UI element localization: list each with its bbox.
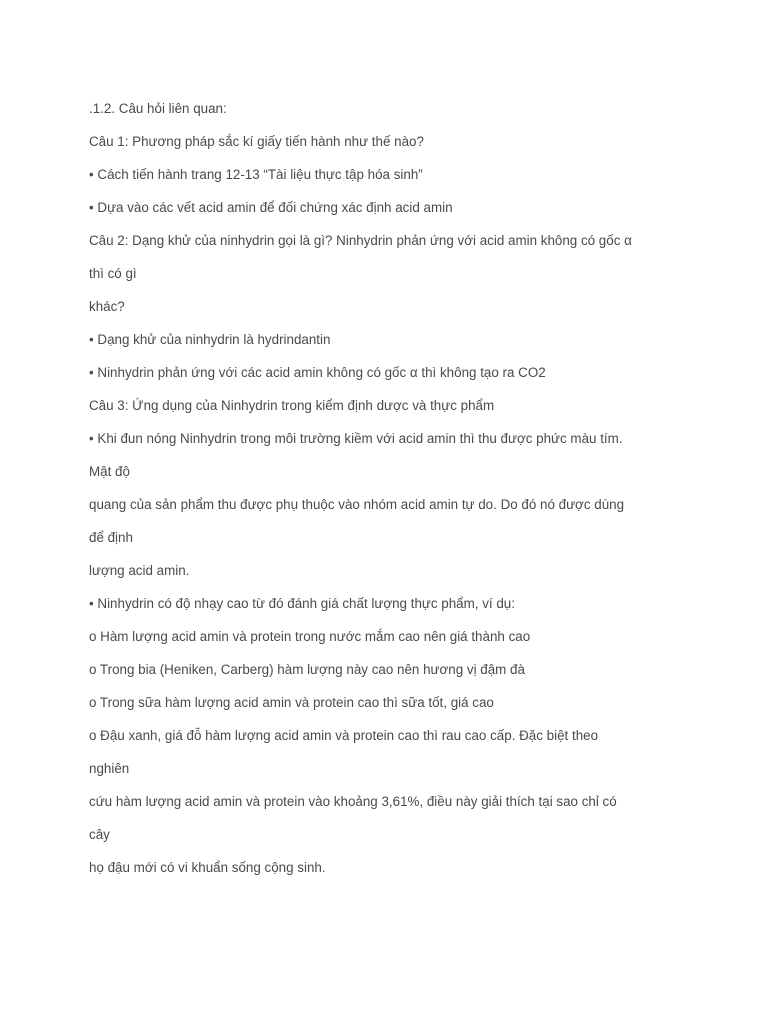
document-body [89,92,749,884]
bullet-answer: • Dựa vào các vết acid amin để đối chứng xác định acid amin [89,200,453,215]
text-line: cây [89,827,110,842]
bullet-answer: • Ninhydrin có độ nhạy cao từ đó đánh giá chất lượng thực phẩm, ví dụ: [89,596,515,611]
sub-item: o Trong sữa hàm lượng acid amin và protein cao thì sữa tốt, giá cao [89,695,494,710]
text-line: họ đậu mới có vi khuẩn sống cộng sinh. [89,860,326,875]
bullet-answer: • Ninhydrin phản ứng với các acid amin không có gốc α thì không tạo ra CO2 [89,365,546,380]
text-line: khác? [89,299,125,314]
question-2: Câu 2: Dạng khử của ninhydrin gọi là gì? Ninhydrin phản ứng với acid amin không có gốc α [89,233,632,248]
sub-item: o Hàm lượng acid amin và protein trong nước mắm cao nên giá thành cao [89,629,531,644]
section-heading: .1.2. Câu hỏi liên quan: [89,101,227,116]
text-line: Mật độ [89,464,130,479]
question-1: Câu 1: Phương pháp sắc kí giấy tiến hành như thế nào? [89,134,424,149]
sub-item: o Đậu xanh, giá đỗ hàm lượng acid amin và protein cao thì rau cao cấp. Đặc biệt theo [89,728,599,743]
bullet-answer: • Khi đun nóng Ninhydrin trong môi trường kiềm với acid amin thì thu được phức màu tím. [89,431,623,446]
bullet-answer: • Dạng khử của ninhydrin là hydrindantin [89,332,331,347]
text-line: cứu hàm lượng acid amin và protein vào khoảng 3,61%, điều này giải thích tại sao chỉ có [89,794,617,809]
sub-item: o Trong bia (Heniken, Carberg) hàm lượng này cao nên hương vị đậm đà [89,662,525,677]
text-line: để định [89,530,133,545]
bullet-answer: • Cách tiến hành trang 12-13 “Tài liệu thực tập hóa sinh” [89,167,423,182]
text-line: nghiên [89,761,130,776]
question-3: Câu 3: Ứng dụng của Ninhydrin trong kiểm định dược và thực phẩm [89,398,495,413]
text-line: lượng acid amin. [89,563,190,578]
text-line: thì có gì [89,266,137,281]
text-line: quang của sản phẩm thu được phụ thuộc vào nhóm acid amin tự do. Do đó nó được dùng [89,497,625,512]
